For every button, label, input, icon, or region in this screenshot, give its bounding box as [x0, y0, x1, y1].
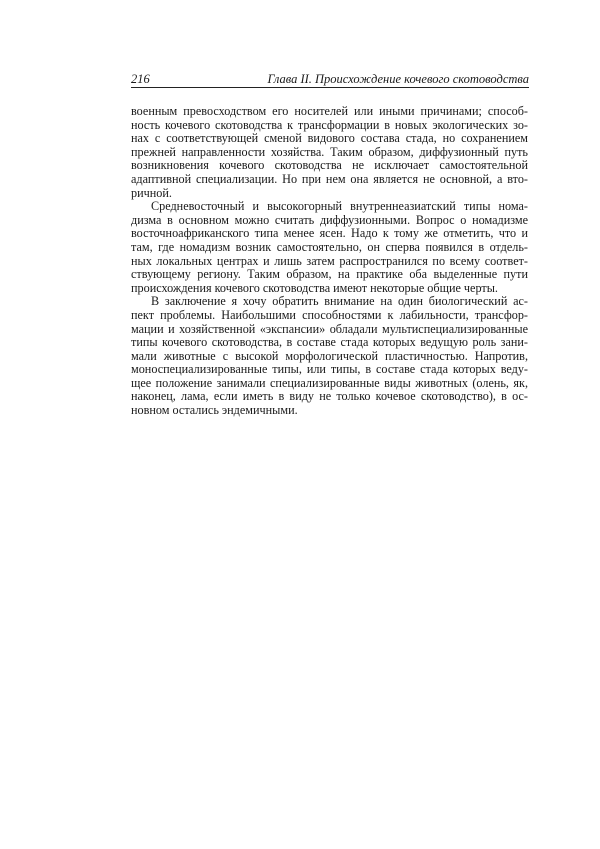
text-line: военным превосходством его носителей или иными причинами; способ-	[131, 104, 528, 118]
text-line: типы кочевого скотоводства, в составе стада которых ведущую роль зани-	[131, 335, 528, 350]
text-line: происхождения кочевого скотоводства имеют некоторые общие черты.	[131, 280, 498, 295]
text-line: возникновения кочевого скотоводства не исключает самостоятельной	[131, 158, 528, 173]
text-line: ствующему региону. Таким образом, на практике оба выделенные пути	[131, 267, 528, 282]
text-line: ных локальных центрах и лишь затем распространился по всему соответ-	[131, 253, 528, 268]
text-line: щее положение занимали специализированные виды животных (олень, як,	[131, 375, 528, 390]
text-line: дизма в основном можно считать диффузионными. Вопрос о номадизме	[131, 212, 528, 227]
text-line: там, где номадизм возник самостоятельно, он сперва появился в отдель-	[131, 239, 528, 254]
paragraph	[131, 200, 528, 295]
text-line: прежней направленности хозяйства. Таким образом, диффузионный путь	[131, 144, 528, 159]
paragraph	[131, 295, 528, 417]
text-line: новном остались эндемичными.	[131, 403, 298, 418]
text-line: В заключение я хочу обратить внимание на один биологический ас-	[151, 294, 528, 309]
text-line: восточноафриканского типа менее ясен. Надо к тому же отметить, что и	[131, 226, 528, 241]
text-line: ричной.	[131, 185, 172, 200]
text-line: пект проблемы. Наибольшими способностями к лабильности, трансфор-	[131, 307, 528, 322]
text-line: нах с соответствующей сменой видового состава стада, но сохранением	[131, 131, 528, 146]
page-body	[131, 105, 528, 418]
text-line: ность кочевого скотоводства к трансформации в новых экологических зо-	[131, 117, 528, 132]
text-line: Средневосточный и высокогорный внутреннеазиатский типы нома-	[151, 199, 528, 214]
running-title: Глава II. Происхождение кочевого скотоводства	[267, 72, 529, 86]
paragraph	[131, 105, 528, 200]
text-line: мали животные с высокой морфологической пластичностью. Напротив,	[131, 348, 528, 363]
text-line: адаптивной специализации. Но при нем она является не основной, а вто-	[131, 171, 528, 186]
running-header	[131, 72, 529, 88]
page-number: 216	[131, 72, 150, 86]
text-line: мации и хозяйственной «экспансии» обладали мультиспециализированные	[131, 321, 528, 336]
text-line: моноспециализированные типы, или типы, в составе стада которых веду-	[131, 362, 528, 377]
text-line: наконец, лама, если иметь в виду не только кочевое скотоводство), в ос-	[131, 389, 528, 404]
